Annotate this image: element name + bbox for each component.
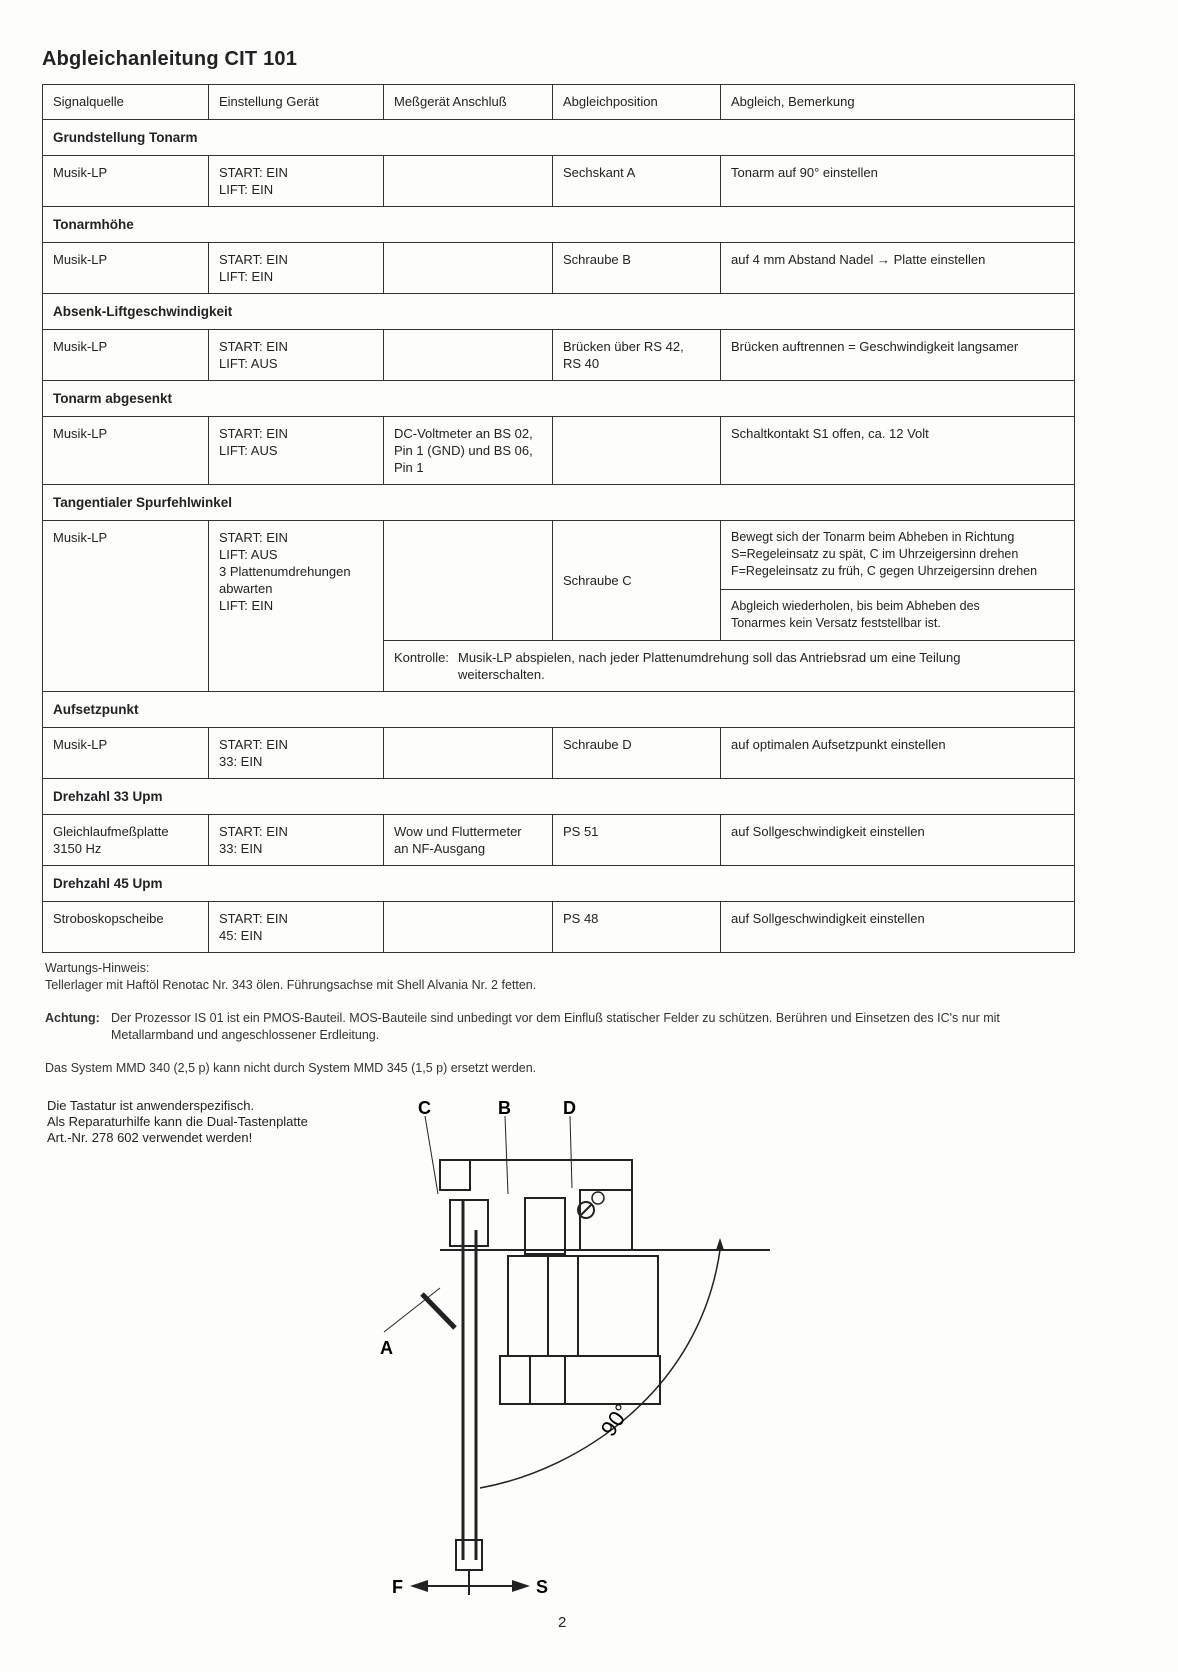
position-cell: Sechskant A (553, 156, 721, 207)
section-heading: Drehzahl 45 Upm (43, 866, 1075, 902)
table-row (43, 902, 1075, 953)
column-header: Abgleichposition (553, 85, 721, 120)
table-row (43, 815, 1075, 866)
source-cell: Musik-LP (43, 417, 209, 485)
meter-cell: DC-Voltmeter an BS 02, Pin 1 (GND) und BS 06, Pin 1 (384, 417, 553, 485)
table-header-row (43, 85, 1075, 120)
left-block (450, 1200, 488, 1246)
source-cell: Musik-LP (43, 156, 209, 207)
column-header: Einstellung Gerät (209, 85, 384, 120)
label-f: F (392, 1577, 403, 1597)
setting-cell: START: EIN LIFT: EIN (209, 243, 384, 294)
page-number: 2 (558, 1614, 567, 1631)
keyboard-note: Die Tastatur ist anwenderspezifisch. Als Reparaturhilfe kann die Dual-Tastenplatte Art.-Nr. 278 602 verwendet werden! (47, 1098, 308, 1145)
column-header: Signalquelle (43, 85, 209, 120)
remark-cell: Abgleich wiederholen, bis beim Abheben des Tonarmes kein Versatz feststellbar ist. (721, 590, 1075, 641)
source-cell: Musik-LP (43, 243, 209, 294)
position-cell: PS 48 (553, 902, 721, 953)
setting-cell: START: EIN LIFT: AUS (209, 417, 384, 485)
remark-cell: auf Sollgeschwindigkeit einstellen (721, 902, 1075, 953)
column-header: Abgleich, Bemerkung (721, 85, 1075, 120)
section-heading: Absenk-Liftgeschwindigkeit (43, 294, 1075, 330)
remark-cell: Schaltkontakt S1 offen, ca. 12 Volt (721, 417, 1075, 485)
label-a: A (380, 1338, 393, 1358)
meter-cell (384, 243, 553, 294)
label-b: B (498, 1098, 511, 1118)
section-heading: Tonarm abgesenkt (43, 381, 1075, 417)
table-row (43, 330, 1075, 381)
tonearm-diagram (380, 1090, 780, 1600)
maintenance-label: Wartungs-Hinweis: (45, 961, 150, 975)
label-c: C (418, 1098, 431, 1118)
table-row (43, 156, 1075, 207)
source-cell: Musik-LP (43, 521, 209, 692)
setting-cell: START: EIN LIFT: EIN (209, 156, 384, 207)
system-note: Das System MMD 340 (2,5 p) kann nicht durch System MMD 345 (1,5 p) ersetzt werden. (45, 1061, 537, 1075)
center-block (525, 1198, 565, 1254)
label-s: S (536, 1577, 549, 1597)
position-cell: PS 51 (553, 815, 721, 866)
section-heading: Aufsetzpunkt (43, 692, 1075, 728)
remark-cell: Tonarm auf 90° einstellen (721, 156, 1075, 207)
column-header: Meßgerät Anschluß (384, 85, 553, 120)
remark-cell: Brücken auftrennen = Geschwindigkeit langsamer (721, 330, 1075, 381)
meter-cell (384, 330, 553, 381)
section-heading: Drehzahl 33 Upm (43, 779, 1075, 815)
adjustment-table (42, 84, 1075, 953)
meter-cell (384, 728, 553, 779)
table-row (43, 521, 1075, 590)
remark-cell: Bewegt sich der Tonarm beim Abheben in Richtung S=Regeleinsatz zu spät, C im Uhrzeigersinn drehen F=Regeleinsatz zu früh, C gegen Uhrzeigersinn drehen (721, 521, 1075, 590)
headshell (456, 1540, 482, 1570)
setting-cell: START: EIN LIFT: AUS (209, 330, 384, 381)
remark-cell: auf Sollgeschwindigkeit einstellen (721, 815, 1075, 866)
kontrolle-cell (384, 641, 1075, 692)
meter-cell: Wow und Fluttermeter an NF-Ausgang (384, 815, 553, 866)
remark-cell: auf optimalen Aufsetzpunkt einstellen (721, 728, 1075, 779)
kontrolle-label: Kontrolle: (394, 650, 449, 665)
setting-cell: START: EIN 33: EIN (209, 815, 384, 866)
source-cell: Musik-LP (43, 330, 209, 381)
source-cell: Stroboskopscheibe (43, 902, 209, 953)
position-cell: Schraube C (553, 521, 721, 641)
position-cell: Brücken über RS 42, RS 40 (553, 330, 721, 381)
angle-label: 90° (595, 1399, 636, 1441)
kontrolle-text: Musik-LP abspielen, nach jeder Plattenumdrehung soll das Antriebsrad um eine Teilung weiterschalten. (458, 650, 961, 682)
source-cell: Gleichlaufmeßplatte 3150 Hz (43, 815, 209, 866)
right-block (580, 1190, 632, 1250)
remark-cell: auf 4 mm Abstand Nadel → Platte einstellen (721, 243, 1075, 294)
setting-cell: START: EIN 45: EIN (209, 902, 384, 953)
maintenance-text: Tellerlager mit Haftöl Renotac Nr. 343 ölen. Führungsachse mit Shell Alvania Nr. 2 fetten. (45, 978, 537, 992)
section-heading: Tangentialer Spurfehlwinkel (43, 485, 1075, 521)
section-heading: Tonarmhöhe (43, 207, 1075, 243)
position-cell: Schraube B (553, 243, 721, 294)
table-row (43, 417, 1075, 485)
page-title: Abgleichanleitung CIT 101 (42, 48, 298, 70)
housing-block (440, 1160, 470, 1190)
mechanism-box (508, 1256, 658, 1356)
warning-label: Achtung: (45, 1011, 100, 1025)
table-row (43, 728, 1075, 779)
warning-text: Der Prozessor IS 01 ist ein PMOS-Bauteil. MOS-Bauteile sind unbedingt vor dem Einfluß statischer Felder zu schützen. Berühren und Einsetzen des IC's nur mit Metallarmband und angeschlossener Erdleitung. (111, 1011, 1000, 1042)
label-d: D (563, 1098, 576, 1118)
section-heading: Grundstellung Tonarm (43, 120, 1075, 156)
position-cell (553, 417, 721, 485)
source-cell: Musik-LP (43, 728, 209, 779)
warning-note (45, 1010, 1081, 1044)
table-row (43, 243, 1075, 294)
screw-icon (592, 1192, 604, 1204)
setting-cell: START: EIN 33: EIN (209, 728, 384, 779)
lower-box (500, 1356, 660, 1404)
meter-cell (384, 902, 553, 953)
setting-cell: START: EIN LIFT: AUS 3 Plattenumdrehungen abwarten LIFT: EIN (209, 521, 384, 692)
meter-cell (384, 156, 553, 207)
position-cell: Schraube D (553, 728, 721, 779)
meter-cell (384, 521, 553, 641)
maintenance-note (45, 960, 536, 994)
